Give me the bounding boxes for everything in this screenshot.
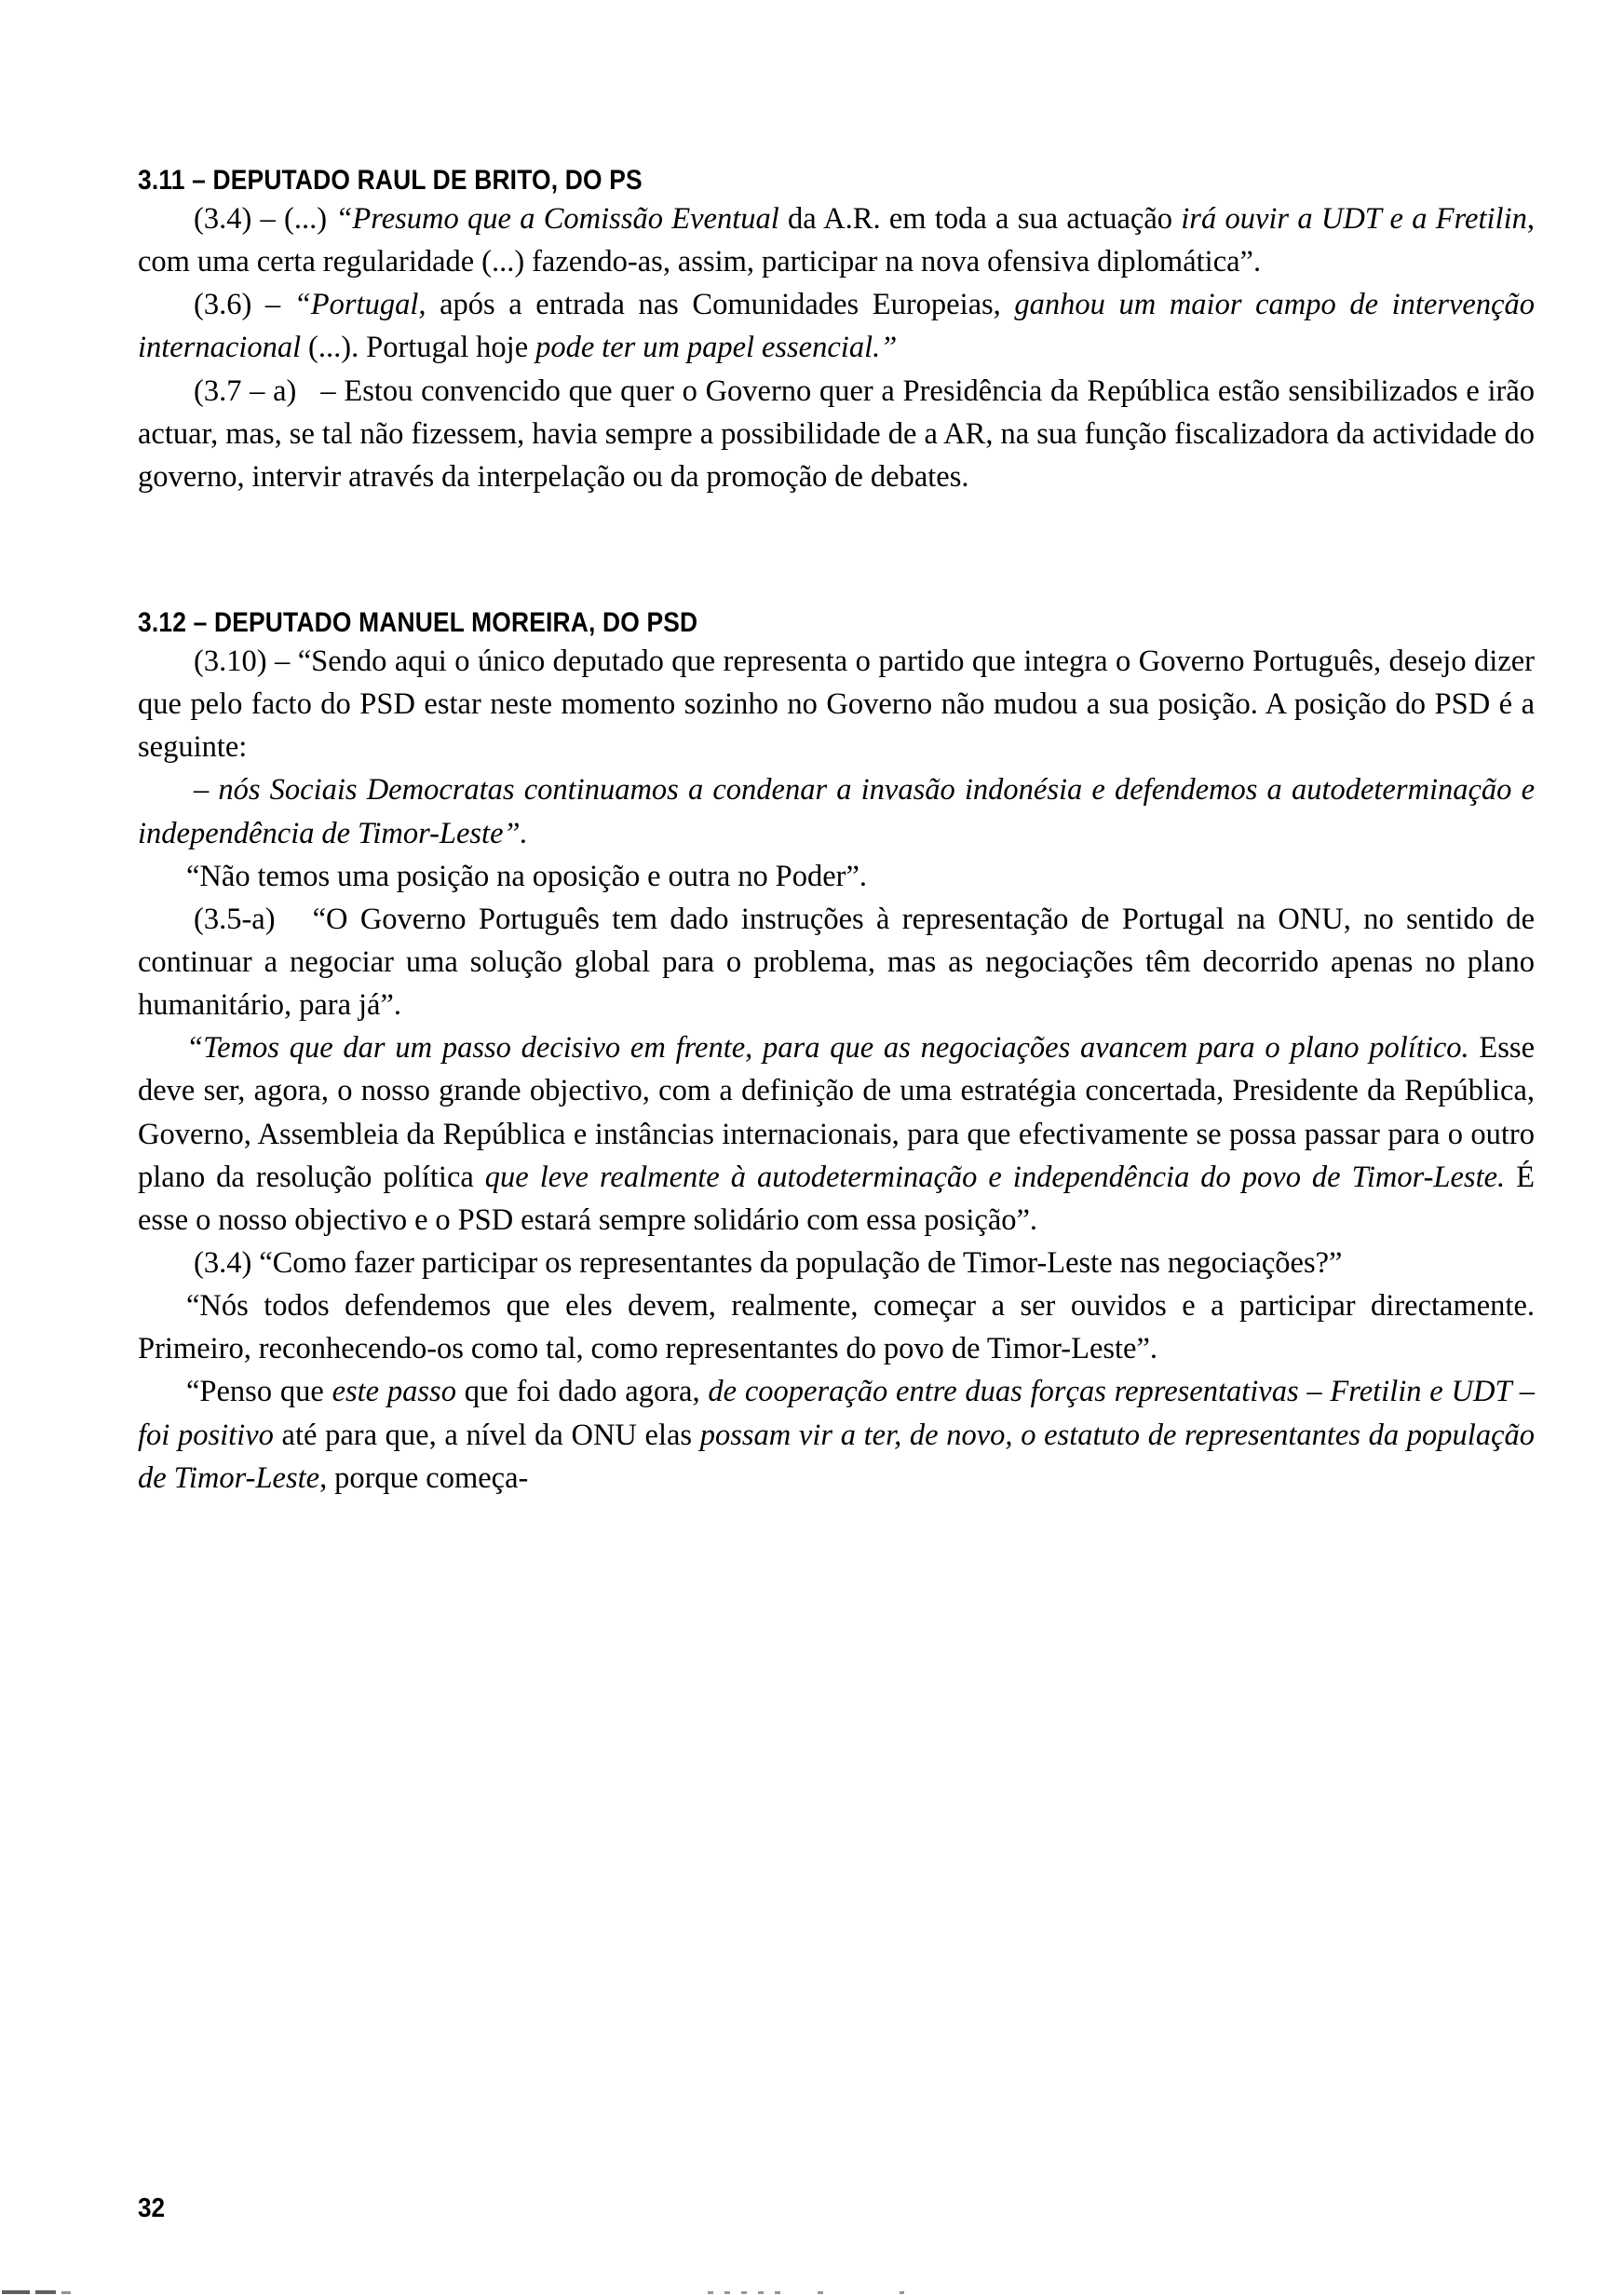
para-text-run: (3.7 – a) – Estou convencido que quer o Governo quer a Presidência da República estão sensibilizados e irão actuar, mas, se tal não fizessem, havia sempre a possibilidade de a AR, na sua função fiscalizadora da actividade do governo, intervir através da interpelação ou da promoção de debates. <box>138 373 1535 494</box>
para-text-run: (3.5-a) “O Governo Português tem dado instruções à representação de Portugal na ONU, no sentido de continuar a negociar uma solução global para o problema, mas as negociações têm decorrido apenas no plano humanitário, para já”. <box>138 902 1535 1023</box>
para-text-run: “Nós todos defendemos que eles devem, realmente, começar a ser ouvidos e a participar directamente. Primeiro, reconhecendo-os como tal, como representantes do povo de Timor-Leste”. <box>138 1289 1535 1366</box>
scan-artifact <box>818 2291 823 2294</box>
scan-artifact <box>35 2290 56 2294</box>
scan-artifact <box>2 2290 30 2294</box>
para-text-run: (3.4) “Como fazer participar os representantes da população de Timor-Leste nas negociações?” <box>194 1245 1343 1280</box>
para-italic-run: – nós Sociais Democratas continuamos a condenar a invasão indonésia e defendemos a autodeterminação e independência de Timor-Leste”. <box>138 773 1535 850</box>
para-italic-run: “Presumo que a Comissão Eventual <box>335 202 779 236</box>
paragraph-sociais-democratas <box>138 768 1535 854</box>
para-text-run: da A.R. em toda a sua actuação <box>778 202 1182 236</box>
para-italic-run: que leve realmente à autodeterminação e independência do povo de Timor-Leste. <box>484 1160 1506 1194</box>
para-text-run: , com uma certa regularidade (...) fazendo-as, assim, participar na nova ofensiva diplomática”. <box>138 202 1535 279</box>
paragraph-3-7-a <box>138 370 1535 498</box>
page-content <box>138 164 1535 1500</box>
scan-artifact <box>61 2291 71 2294</box>
para-italic-run: ganhou um maior campo de intervenção internacional <box>138 288 1535 365</box>
scan-artifact <box>775 2291 780 2294</box>
para-text-run: É esse o nosso objectivo e o PSD estará sempre solidário com essa posição”. <box>138 1160 1536 1237</box>
paragraph-nos-todos <box>138 1284 1535 1370</box>
paragraph-3-6 <box>138 283 1535 369</box>
para-italic-run: este passo <box>332 1375 456 1409</box>
paragraph-nao-temos <box>138 855 1535 898</box>
para-text-run: , porque começa- <box>319 1460 529 1495</box>
paragraph-temos-que-dar <box>138 1026 1535 1242</box>
para-text-run: até para que, a nível da ONU elas <box>273 1418 700 1452</box>
para-italic-run: possam vir a ter, de novo, o estatuto de representantes da população de Timor-Leste <box>138 1418 1535 1495</box>
para-text-run: que foi dado agora, <box>455 1375 709 1409</box>
para-text-run: (3.10) – “Sendo aqui o único deputado que representa o partido que integra o Governo Português, desejo dizer que pelo facto do PSD estar neste momento sozinho no Governo não mudou a sua posição. A posição do PSD é a seguinte: <box>138 644 1535 765</box>
para-italic-run: pode ter um papel essencial.” <box>535 331 898 365</box>
scan-artifact <box>724 2291 730 2294</box>
para-text-run: (3.6) – <box>194 288 294 322</box>
para-italic-run: “Temos que dar um passo decisivo em frente, para que as negociações avancem para o plano político. <box>186 1031 1469 1066</box>
scan-artifact <box>708 2291 713 2294</box>
paragraph-3-4 <box>138 197 1535 283</box>
section-heading-3-11: 3.11 – DEPUTADO RAUL DE BRITO, DO PS <box>138 165 643 196</box>
para-text-run: (...). Portugal hoje <box>301 331 536 365</box>
scan-artifact <box>741 2291 747 2294</box>
paragraph-penso-que <box>138 1370 1535 1499</box>
scan-artifact-strip <box>0 2286 1624 2295</box>
para-text-run: “Não temos uma posição na oposição e outra no Poder”. <box>186 859 868 893</box>
paragraph-3-5-a <box>138 898 1535 1026</box>
para-italic-run: “Portugal, <box>293 288 426 322</box>
scan-artifact <box>900 2291 904 2294</box>
para-italic-run: de cooperação entre duas forças representativas – Fretilin e UDT – foi positivo <box>138 1375 1535 1452</box>
paragraph-3-10 <box>138 640 1535 768</box>
paragraph-3-4-b <box>138 1242 1535 1284</box>
para-text-run: Esse deve ser, agora, o nosso grande objectivo, com a definição de uma estratégia concertada, Presidente da República, Governo, Assembleia da República e instâncias internacionais, para que efectivamente se possa passar para o outro plano da resolução política <box>138 1031 1535 1194</box>
para-text-run: após a entrada nas Comunidades Europeias, <box>426 288 1015 322</box>
scan-artifact <box>758 2291 764 2294</box>
para-text-run: “Penso que <box>186 1375 332 1409</box>
page-number: 32 <box>138 2193 166 2223</box>
para-text-run: (3.4) – (...) <box>194 202 336 236</box>
para-italic-run: irá ouvir a UDT e a Fretilin <box>1181 202 1527 236</box>
section-heading-3-12: 3.12 – DEPUTADO MANUEL MOREIRA, DO PSD <box>138 606 698 638</box>
